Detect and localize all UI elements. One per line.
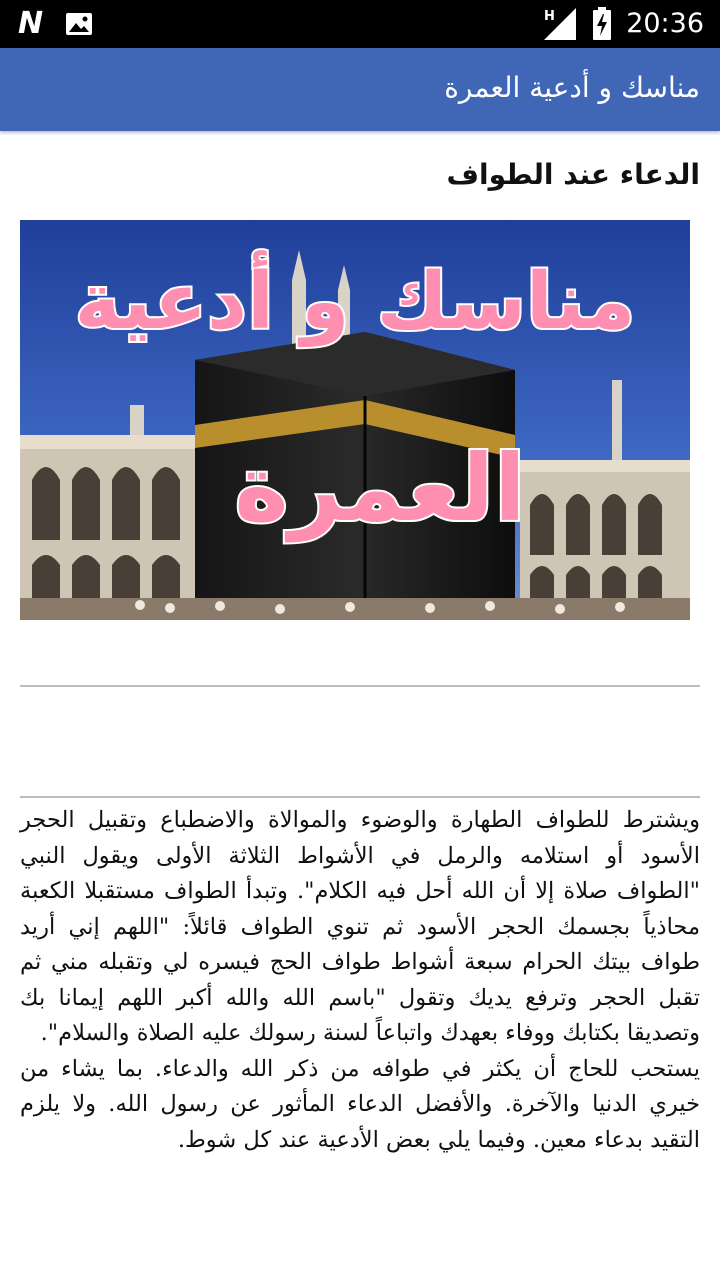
body-paragraph-2: يستحب للحاج أن يكثر في طوافه من ذكر الله والدعاء. بما يشاء من خيري الدنيا والآخرة. والأفضل الدعاء المأثور عن رسول الله. ولا يلزم التقيد بدعاء معين. وفيما يلي بعض الأدعية عند كل شوط.	[20, 1055, 700, 1153]
content-area	[20, 131, 700, 1153]
status-clock: 20:36	[626, 8, 704, 39]
n-notification-icon: N	[18, 6, 44, 41]
kaaba-illustration	[20, 220, 690, 620]
app-bar	[0, 48, 720, 131]
banner-image	[20, 220, 690, 620]
image-icon	[65, 10, 93, 38]
status-bar	[0, 0, 720, 48]
divider-bottom	[20, 796, 700, 798]
signal-h-icon	[542, 6, 578, 42]
network-type-label: H	[544, 9, 556, 24]
status-left-icons	[18, 8, 93, 40]
section-heading: الدعاء عند الطواف	[446, 158, 700, 191]
banner-title-line2: العمرة	[234, 435, 526, 542]
body-paragraph-1: ويشترط للطواف الطهارة والوضوء والموالاة والاضطباع وتقبيل الحجر الأسود أو استلامه والرمل في الأشواط الثلاثة الأولى ويقول النبي "الطواف صلاة إلا أن الله أحل فيه الكلام". وتبدأ الطواف مستقبلا الكعبة محاذياً بجسمك الحجر الأسود ثم تنوي الطواف قائلاً: "اللهم إني أريد طواف بيتك الحرام سبعة أشواط طواف الحج فيسره لي وتقبله مني ثم تقبل الحجر وترفع يديك وتقول "باسم الله والله أكبر اللهم إيمانا بك وتصديقا بكتابك ووفاء بعهدك واتباعاً لسنة رسولك عليه الصلاة والسلام".	[20, 807, 700, 1046]
battery-charging-icon	[592, 7, 612, 41]
banner-title-line1: مناسك و أدعية	[74, 257, 636, 347]
divider-top	[20, 685, 700, 687]
status-right-icons	[542, 6, 704, 42]
app-title: مناسك و أدعية العمرة	[444, 71, 700, 104]
body-text	[20, 803, 700, 1158]
